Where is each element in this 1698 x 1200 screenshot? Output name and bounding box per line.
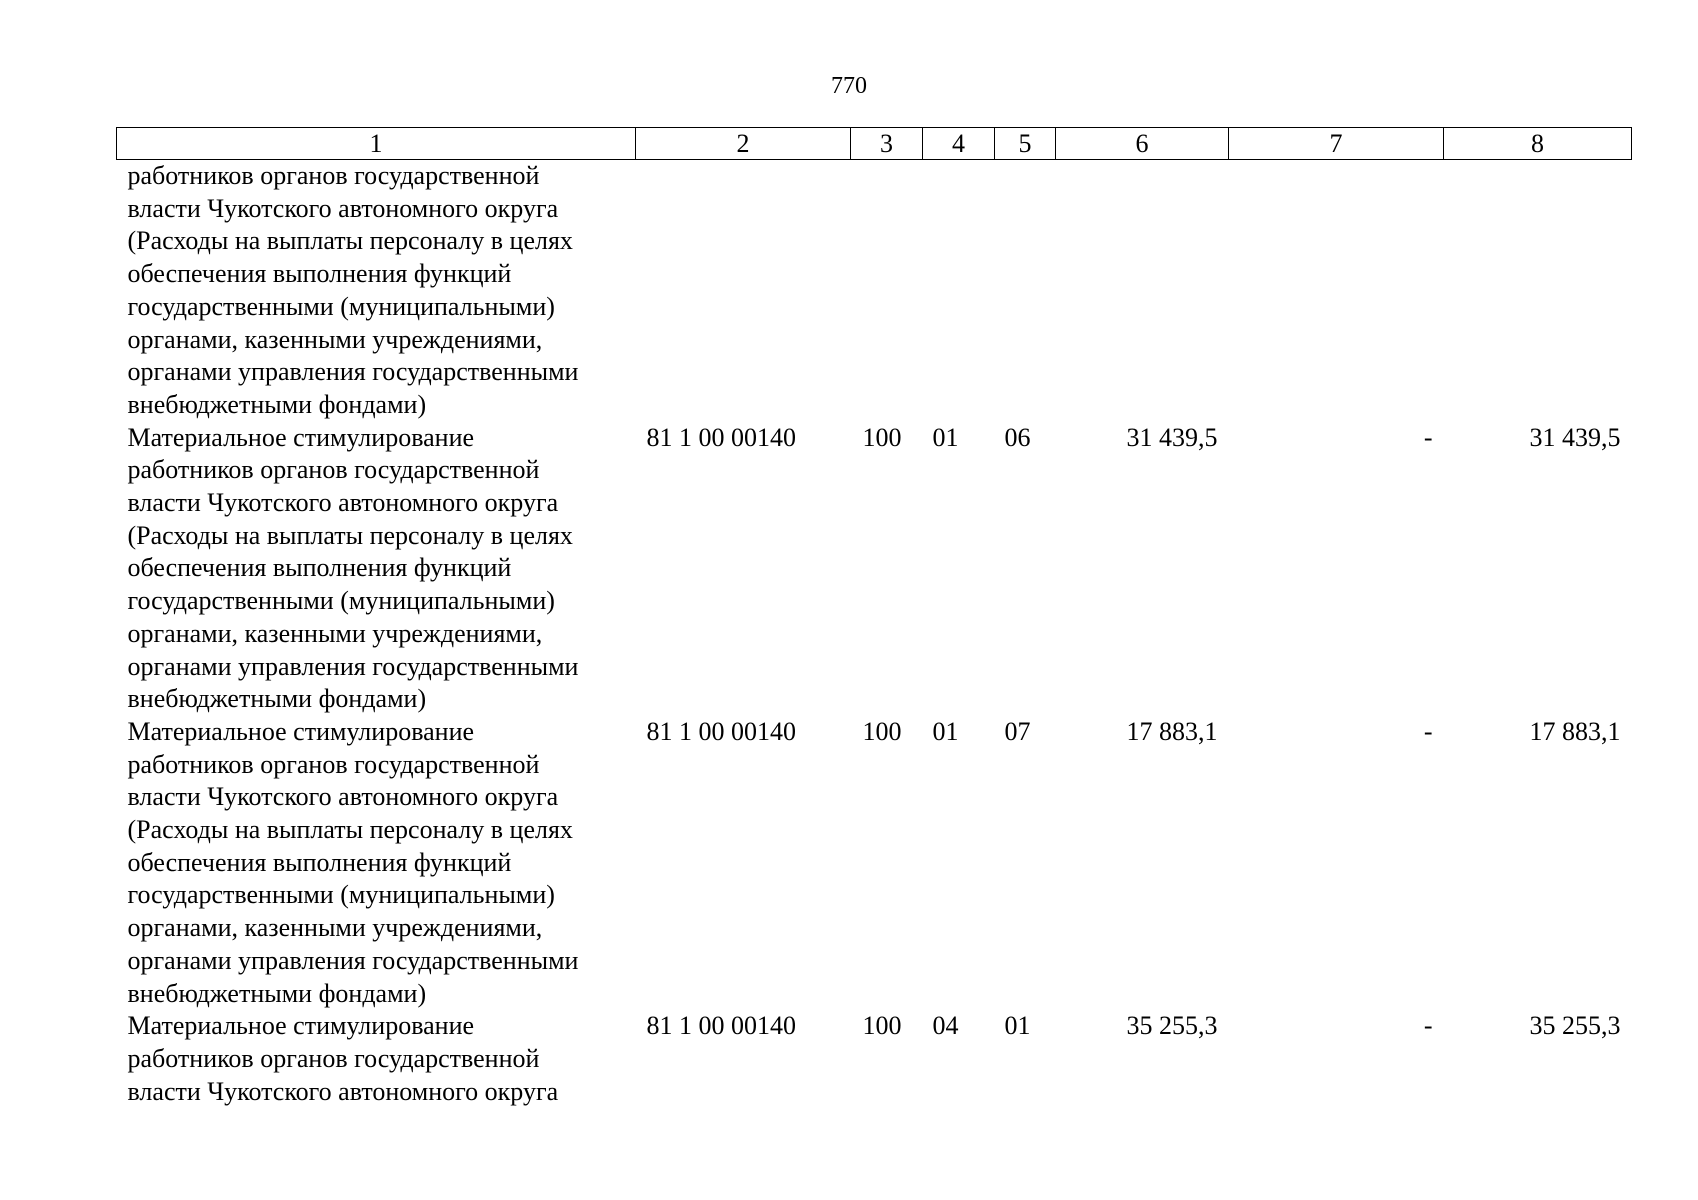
- amount-col8-cell: 17 883,1: [1529, 716, 1621, 746]
- item-name-cell: [117, 1010, 636, 1108]
- amount-col6-cell: [1056, 160, 1229, 422]
- header-col-3: 3: [851, 128, 923, 160]
- header-col-7: 7: [1229, 128, 1444, 160]
- amount-col6-cell: 17 883,1: [1126, 716, 1218, 746]
- table-body: [117, 160, 1632, 1109]
- item-name-line: государственными (муниципальными): [127, 586, 555, 616]
- header-col-5: 5: [995, 128, 1056, 160]
- item-name-line: работников органов государственной: [127, 1043, 540, 1073]
- item-name-line: внебюджетными фондами): [127, 389, 427, 419]
- item-name-line: (Расходы на выплаты персоналу в целях: [127, 226, 573, 256]
- amount-col7-cell: -: [1423, 422, 1433, 452]
- item-name-line: работников органов государственной: [127, 161, 540, 190]
- expense-type-cell: 100: [862, 422, 902, 452]
- header-col-2: 2: [636, 128, 851, 160]
- subsection-cell: 01: [1004, 1011, 1031, 1041]
- budget-code-cell: 81 1 00 00140: [646, 716, 796, 746]
- subsection-cell: 07: [1004, 716, 1031, 746]
- budget-code-cell: 81 1 00 00140: [646, 1011, 796, 1041]
- header-col-1: 1: [117, 128, 636, 160]
- table-row: [117, 422, 1632, 716]
- item-name-line: обеспечения выполнения функций: [127, 553, 512, 583]
- item-name-line: государственными (муниципальными): [127, 880, 555, 910]
- item-name-line: органами, казенными учреждениями,: [127, 324, 543, 354]
- subsection-cell: [995, 160, 1056, 422]
- item-name-line: органами управления государственными: [127, 945, 579, 975]
- item-name-line: власти Чукотского автономного округа: [127, 193, 559, 223]
- header-col-6: 6: [1056, 128, 1229, 160]
- item-name-line: (Расходы на выплаты персоналу в целях: [127, 520, 573, 550]
- header-col-4: 4: [923, 128, 995, 160]
- amount-col6-cell: 31 439,5: [1126, 422, 1218, 452]
- amount-col7-cell: [1229, 160, 1444, 422]
- amount-col7-cell: -: [1423, 716, 1433, 746]
- item-name-cell: [117, 422, 636, 716]
- table-row: [117, 160, 1632, 422]
- item-name-line: обеспечения выполнения функций: [127, 847, 512, 877]
- budget-table: [116, 127, 1632, 1108]
- section-cell: 01: [932, 422, 959, 452]
- item-name-line: государственными (муниципальными): [127, 291, 555, 321]
- item-name-line: органами управления государственными: [127, 651, 579, 681]
- item-name-line: органами управления государственными: [127, 357, 579, 387]
- table-header: [117, 128, 1632, 160]
- expense-type-cell: [851, 160, 923, 422]
- item-name-line: власти Чукотского автономного округа: [127, 488, 559, 518]
- item-name-line: Материальное стимулирование: [127, 716, 475, 746]
- section-cell: 01: [932, 716, 959, 746]
- item-name-line: (Расходы на выплаты персоналу в целях: [127, 815, 573, 845]
- item-name-line: органами, казенными учреждениями,: [127, 618, 543, 648]
- table-row: [117, 1010, 1632, 1108]
- item-name-line: внебюджетными фондами): [127, 978, 427, 1008]
- budget-code-cell: 81 1 00 00140: [646, 422, 796, 452]
- header-row: [117, 128, 1632, 160]
- expense-type-cell: 100: [862, 1011, 902, 1041]
- subsection-cell: 06: [1004, 422, 1031, 452]
- section-cell: [923, 160, 995, 422]
- item-name-line: внебюджетными фондами): [127, 684, 427, 714]
- budget-code-cell: [636, 160, 851, 422]
- header-col-8: 8: [1444, 128, 1632, 160]
- amount-col8-cell: [1444, 160, 1632, 422]
- amount-col6-cell: 35 255,3: [1126, 1011, 1218, 1041]
- amount-col8-cell: 35 255,3: [1529, 1011, 1621, 1041]
- item-name-line: власти Чукотского автономного округа: [127, 1076, 559, 1106]
- amount-col8-cell: 31 439,5: [1529, 422, 1621, 452]
- item-name-cell: [117, 716, 636, 1010]
- expense-type-cell: 100: [862, 716, 902, 746]
- item-name-line: Материальное стимулирование: [127, 1011, 475, 1041]
- table-row: [117, 716, 1632, 1010]
- item-name-line: власти Чукотского автономного округа: [127, 782, 559, 812]
- item-name-line: обеспечения выполнения функций: [127, 259, 512, 289]
- item-name-cell: [117, 160, 636, 422]
- page-number: 770: [831, 73, 867, 99]
- item-name-line: работников органов государственной: [127, 455, 540, 485]
- item-name-line: органами, казенными учреждениями,: [127, 913, 543, 943]
- item-name-line: работников органов государственной: [127, 749, 540, 779]
- amount-col7-cell: -: [1423, 1011, 1433, 1041]
- section-cell: 04: [932, 1011, 959, 1041]
- item-name-line: Материальное стимулирование: [127, 422, 475, 452]
